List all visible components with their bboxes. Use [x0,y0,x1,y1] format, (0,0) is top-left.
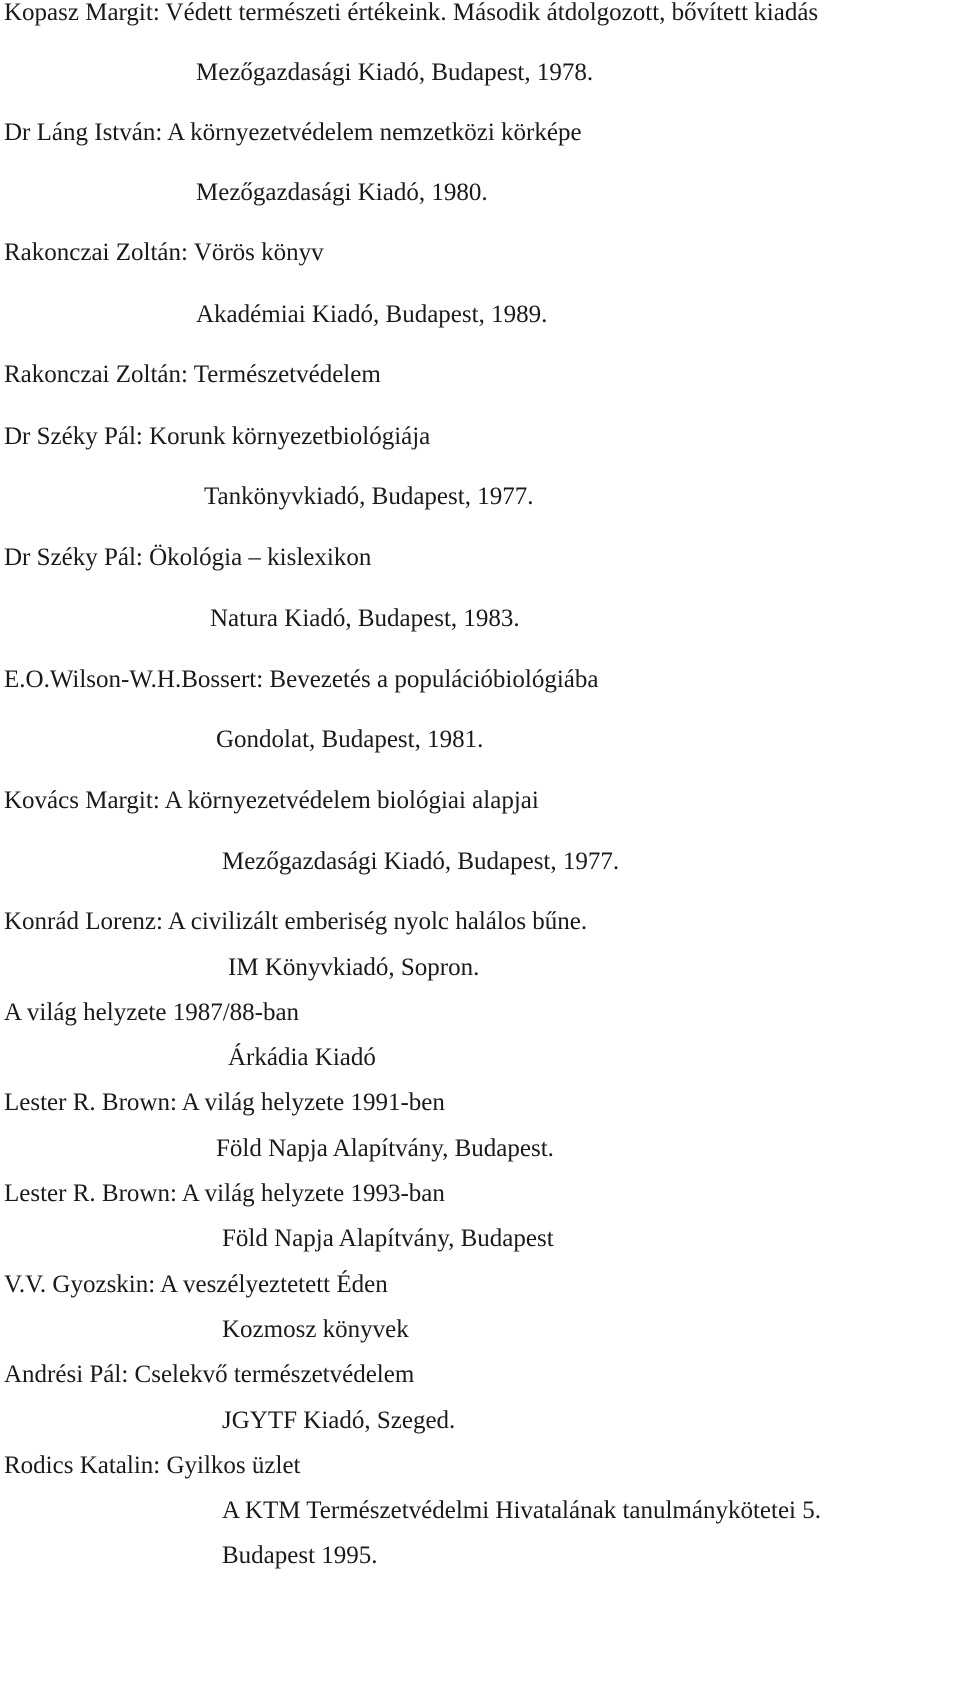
entry-8-publisher: Mezőgazdasági Kiadó, Budapest, 1977. [222,848,620,875]
entry-3-author: Rakonczai Zoltán: Vörös könyv [4,239,324,266]
entry-3-publisher: Akadémiai Kiadó, Budapest, 1989. [196,301,548,328]
entry-15-author: Rodics Katalin: Gyilkos üzlet [4,1452,301,1479]
entry-14-publisher: JGYTF Kiadó, Szeged. [222,1407,456,1434]
entry-10-author: A világ helyzete 1987/88-ban [4,999,300,1026]
entry-2-publisher: Mezőgazdasági Kiadó, 1980. [196,179,488,206]
entry-6-publisher: Natura Kiadó, Budapest, 1983. [210,605,520,632]
entry-7-publisher: Gondolat, Budapest, 1981. [216,726,484,753]
entry-4-author: Rakonczai Zoltán: Természetvédelem [4,361,381,388]
entry-9-author: Konrád Lorenz: A civilizált emberiség nyolc halálos bűne. [4,908,588,935]
entry-1-author: Kopasz Margit: Védett természeti értékeink. Második átdolgozott, bővített kiadás [4,0,819,26]
entry-15-publisher: A KTM Természetvédelmi Hivatalának tanulmánykötetei 5. [222,1497,821,1524]
entry-12-author: Lester R. Brown: A világ helyzete 1993-ban [4,1180,445,1207]
entry-13-publisher: Kozmosz könyvek [222,1316,409,1343]
entry-12-publisher: Föld Napja Alapítvány, Budapest [222,1225,554,1252]
entry-14-author: Andrési Pál: Cselekvő természetvédelem [4,1361,415,1388]
entry-5-author: Dr Széky Pál: Korunk környezetbiológiája [4,423,431,450]
entry-11-author: Lester R. Brown: A világ helyzete 1991-ben [4,1089,445,1116]
entry-6-author: Dr Széky Pál: Ökológia – kislexikon [4,544,372,571]
entry-11-publisher: Föld Napja Alapítvány, Budapest. [216,1135,554,1162]
entry-7-author: E.O.Wilson-W.H.Bossert: Bevezetés a populációbiológiába [4,666,599,693]
entry-9-publisher: IM Könyvkiadó, Sopron. [228,954,480,981]
entry-1-publisher: Mezőgazdasági Kiadó, Budapest, 1978. [196,59,594,86]
entry-13-author: V.V. Gyozskin: A veszélyeztetett Éden [4,1271,388,1298]
entry-5-publisher: Tankönyvkiadó, Budapest, 1977. [204,483,534,510]
entry-10-publisher: Árkádia Kiadó [228,1044,376,1071]
entry-8-author: Kovács Margit: A környezetvédelem biológiai alapjai [4,787,539,814]
entry-2-author: Dr Láng István: A környezetvédelem nemzetközi körképe [4,119,582,146]
entry-15-publisher-city-year: Budapest 1995. [222,1542,378,1569]
